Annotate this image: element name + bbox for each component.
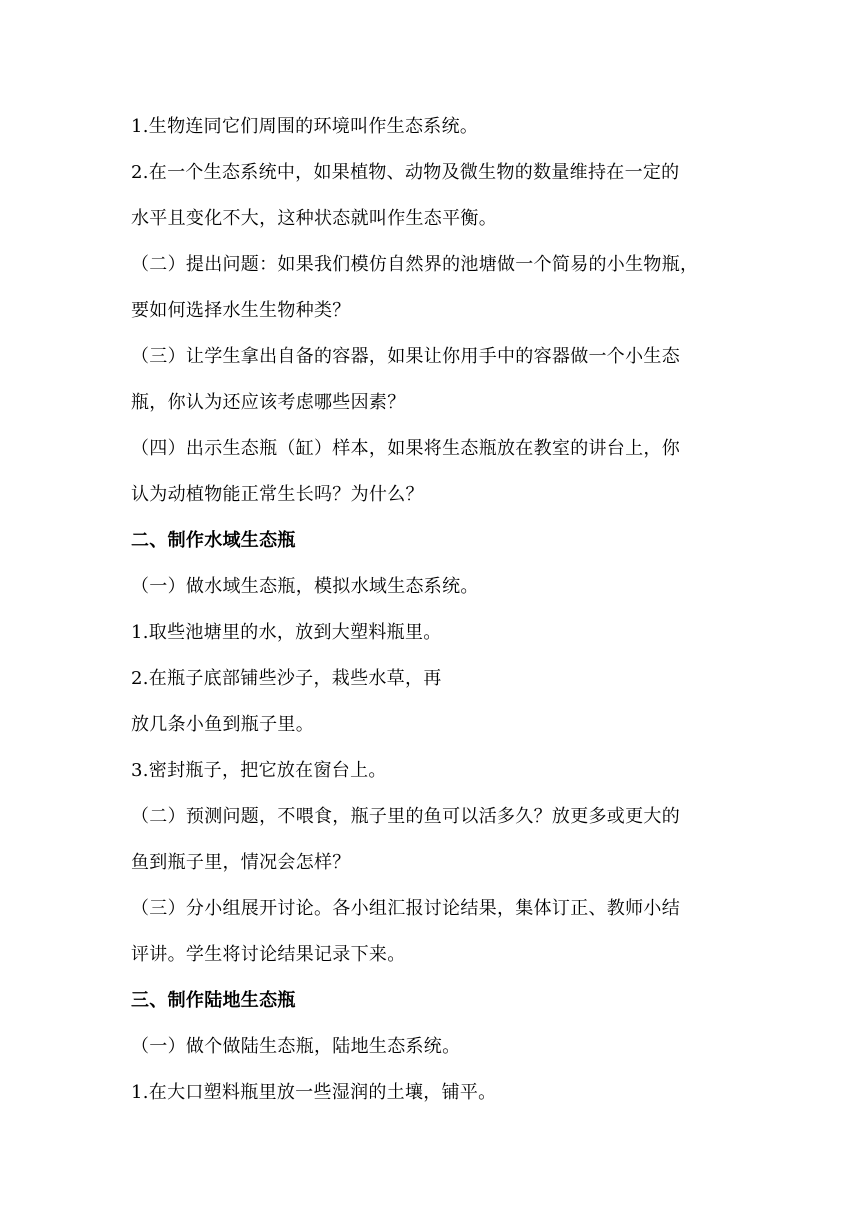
paragraph-line: （二）预测问题，不喂食，瓶子里的鱼可以活多久？放更多或更大的 <box>131 806 680 827</box>
paragraph-line: 2.在一个生态系统中，如果植物、动物及微生物的数量维持在一定的 <box>131 162 680 183</box>
paragraph-line: 要如何选择水生生物种类？ <box>131 300 351 321</box>
paragraph-line: （三）让学生拿出自备的容器，如果让你用手中的容器做一个小生态 <box>131 346 680 367</box>
paragraph-line: 认为动植物能正常生长吗？为什么？ <box>131 484 424 505</box>
paragraph-line: 2.在瓶子底部铺些沙子，栽些水草，再 <box>131 668 442 689</box>
paragraph-line: 鱼到瓶子里，情况会怎样？ <box>131 852 351 873</box>
paragraph-line: 放几条小鱼到瓶子里。 <box>131 714 314 735</box>
paragraph-line: （二）提出问题：如果我们模仿自然界的池塘做一个简易的小生物瓶， <box>131 254 699 275</box>
paragraph-line: 瓶，你认为还应该考虑哪些因素？ <box>131 392 406 413</box>
paragraph-line: 1.在大口塑料瓶里放一些湿润的土壤，铺平。 <box>131 1082 497 1103</box>
paragraph-line: （四）出示生态瓶（缸）样本，如果将生态瓶放在教室的讲台上，你 <box>131 438 680 459</box>
paragraph-line: 1.生物连同它们周围的环境叫作生态系统。 <box>131 116 479 137</box>
paragraph-line: （一）做水域生态瓶，模拟水域生态系统。 <box>131 576 479 597</box>
section-heading: 三、制作陆地生态瓶 <box>131 990 296 1011</box>
paragraph-line: （一）做个做陆生态瓶，陆地生态系统。 <box>131 1036 461 1057</box>
paragraph-line: （三）分小组展开讨论。各小组汇报讨论结果，集体订正、教师小结 <box>131 898 680 919</box>
paragraph-line: 3.密封瓶子，把它放在窗台上。 <box>131 760 387 781</box>
paragraph-line: 评讲。学生将讨论结果记录下来。 <box>131 944 406 965</box>
paragraph-line: 1.取些池塘里的水，放到大塑料瓶里。 <box>131 622 442 643</box>
section-heading: 二、制作水域生态瓶 <box>131 530 296 551</box>
paragraph-line: 水平且变化不大，这种状态就叫作生态平衡。 <box>131 208 497 229</box>
